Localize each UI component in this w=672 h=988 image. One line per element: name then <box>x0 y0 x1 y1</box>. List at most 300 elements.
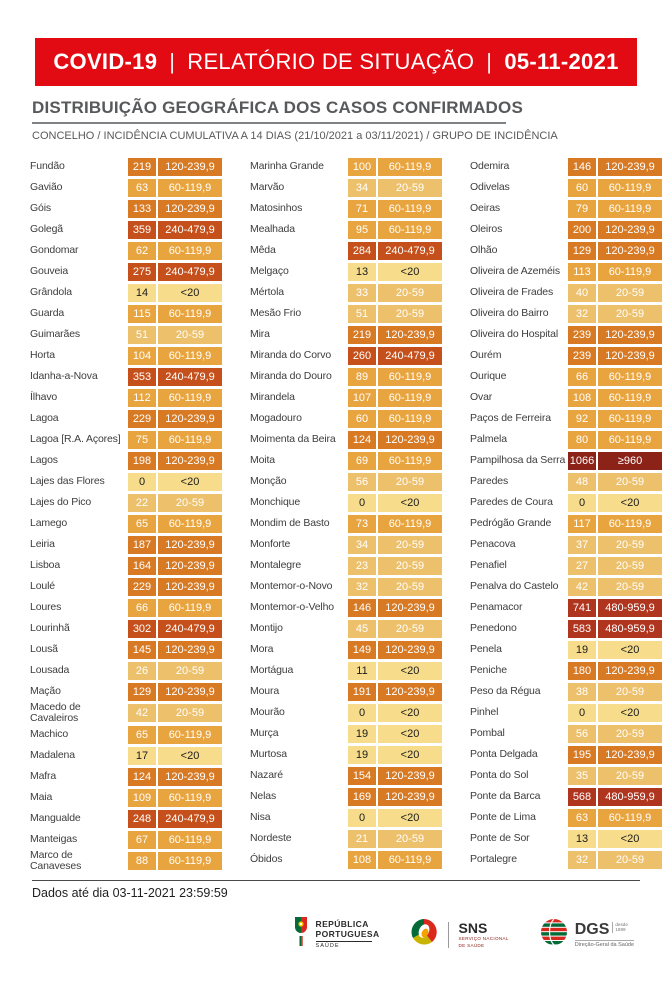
incidence-value-cell: 124 <box>128 768 156 786</box>
sns-acronym: SNS <box>458 919 488 936</box>
incidence-group-cell: 240-479,9 <box>158 810 222 828</box>
incidence-value-cell: 38 <box>568 683 596 701</box>
municipality-row <box>30 177 224 198</box>
incidence-group-cell: 240-479,9 <box>378 347 442 365</box>
incidence-value-cell: 107 <box>348 389 376 407</box>
incidence-value-cell: 48 <box>568 473 596 491</box>
incidence-group-cell: 120-239,9 <box>378 599 442 617</box>
municipality-name: Montemor-o-Novo <box>250 579 333 592</box>
municipality-row <box>30 850 224 872</box>
municipality-name: Lajes do Pico <box>30 495 92 508</box>
municipality-row <box>250 576 444 597</box>
municipality-row <box>30 387 224 408</box>
incidence-value-cell: 187 <box>128 536 156 554</box>
municipality-name: Mafra <box>30 770 57 783</box>
incidence-value-cell: 73 <box>348 515 376 533</box>
incidence-group-cell: 60-119,9 <box>158 599 222 617</box>
incidence-group-cell: <20 <box>378 704 442 722</box>
incidence-group-cell: 60-119,9 <box>158 242 222 260</box>
municipality-name: Matosinhos <box>250 201 303 214</box>
municipality-row <box>470 828 664 849</box>
municipality-row <box>250 765 444 786</box>
municipality-row <box>30 787 224 808</box>
incidence-value-cell: 219 <box>348 326 376 344</box>
incidence-group-cell: 120-239,9 <box>158 557 222 575</box>
incidence-value-cell: 19 <box>568 641 596 659</box>
municipality-row <box>250 555 444 576</box>
republica-portuguesa-logo <box>292 916 380 953</box>
municipality-name: Lagoa <box>30 411 59 424</box>
incidence-group-cell: 60-119,9 <box>378 158 442 176</box>
municipality-row <box>470 219 664 240</box>
incidence-group-cell: 120-239,9 <box>158 578 222 596</box>
municipality-name: Pedrógão Grande <box>470 516 552 529</box>
incidence-group-cell: 60-119,9 <box>158 179 222 197</box>
incidence-group-cell: 20-59 <box>378 305 442 323</box>
incidence-group-cell: 120-239,9 <box>598 347 662 365</box>
incidence-group-cell: 60-119,9 <box>598 410 662 428</box>
incidence-value-cell: 1066 <box>568 452 596 470</box>
municipality-row <box>470 807 664 828</box>
municipality-name: Odemira <box>470 159 510 172</box>
municipality-row <box>470 345 664 366</box>
incidence-value-cell: 219 <box>128 158 156 176</box>
municipality-row <box>30 597 224 618</box>
municipality-row <box>470 324 664 345</box>
municipality-name: Pampilhosa da Serra <box>470 453 566 466</box>
incidence-value-cell: 129 <box>568 242 596 260</box>
municipality-name: Horta <box>30 348 55 361</box>
incidence-value-cell: 34 <box>348 536 376 554</box>
incidence-group-cell: 120-239,9 <box>158 158 222 176</box>
incidence-value-cell: 34 <box>348 179 376 197</box>
incidence-value-cell: 13 <box>568 830 596 848</box>
incidence-value-cell: 80 <box>568 431 596 449</box>
municipality-row <box>30 808 224 829</box>
incidence-value-cell: 23 <box>348 557 376 575</box>
municipality-name: Pinhel <box>470 705 499 718</box>
incidence-value-cell: 108 <box>348 851 376 869</box>
incidence-group-cell: 20-59 <box>598 305 662 323</box>
incidence-group-cell: 480-959,9 <box>598 788 662 806</box>
municipality-name: Nisa <box>250 810 271 823</box>
municipality-name: Paços de Ferreira <box>470 411 551 424</box>
incidence-group-cell: 20-59 <box>378 830 442 848</box>
municipality-row <box>30 471 224 492</box>
municipality-row <box>470 597 664 618</box>
municipality-name: Ourique <box>470 369 507 382</box>
incidence-value-cell: 17 <box>128 747 156 765</box>
incidence-value-cell: 19 <box>348 746 376 764</box>
incidence-value-cell: 65 <box>128 726 156 744</box>
incidence-value-cell: 63 <box>568 809 596 827</box>
municipality-name: Grândola <box>30 285 72 298</box>
incidence-group-cell: 60-119,9 <box>158 305 222 323</box>
municipality-name: Mourão <box>250 705 285 718</box>
municipality-name: Ovar <box>470 390 493 403</box>
incidence-group-cell: 120-239,9 <box>598 746 662 764</box>
municipality-row <box>250 219 444 240</box>
incidence-group-cell: 120-239,9 <box>598 158 662 176</box>
incidence-group-cell: 60-119,9 <box>158 389 222 407</box>
incidence-group-cell: 20-59 <box>378 536 442 554</box>
municipality-row <box>30 303 224 324</box>
incidence-value-cell: 71 <box>348 200 376 218</box>
incidence-group-cell: 20-59 <box>598 536 662 554</box>
incidence-value-cell: 32 <box>348 578 376 596</box>
incidence-value-cell: 88 <box>128 852 156 870</box>
municipality-row <box>470 198 664 219</box>
incidence-group-cell: <20 <box>158 284 222 302</box>
incidence-value-cell: 275 <box>128 263 156 281</box>
municipality-row <box>30 660 224 681</box>
incidence-group-cell: 120-239,9 <box>158 200 222 218</box>
municipality-row <box>250 387 444 408</box>
dgs-subtitle: Direção-Geral da Saúde <box>574 941 634 948</box>
incidence-group-cell: 120-239,9 <box>158 536 222 554</box>
municipality-name: Penacova <box>470 537 516 550</box>
municipality-row <box>470 576 664 597</box>
municipality-name: Mêda <box>250 243 276 256</box>
incidence-group-cell: <20 <box>378 662 442 680</box>
table-column-2 <box>250 156 444 872</box>
incidence-group-cell: 60-119,9 <box>378 200 442 218</box>
incidence-group-cell: 60-119,9 <box>158 789 222 807</box>
municipality-row <box>250 534 444 555</box>
municipality-name: Góis <box>30 201 51 214</box>
municipality-row <box>250 450 444 471</box>
incidence-group-cell: 20-59 <box>598 473 662 491</box>
municipality-name: Penamacor <box>470 600 523 613</box>
republica-label-line1: REPÚBLICA <box>315 918 369 929</box>
portugal-shield-icon <box>292 916 310 953</box>
municipality-name: Machico <box>30 728 69 741</box>
municipality-name: Melgaço <box>250 264 289 277</box>
municipality-row <box>250 345 444 366</box>
municipality-row <box>470 786 664 807</box>
municipality-row <box>250 618 444 639</box>
incidence-value-cell: 0 <box>348 494 376 512</box>
sns-divider <box>448 922 449 948</box>
incidence-group-cell: 60-119,9 <box>158 831 222 849</box>
municipality-row <box>30 198 224 219</box>
incidence-group-cell: <20 <box>378 809 442 827</box>
municipality-row <box>470 303 664 324</box>
municipality-name: Ourém <box>470 348 502 361</box>
incidence-group-cell: 20-59 <box>378 578 442 596</box>
municipality-name: Mondim de Basto <box>250 516 330 529</box>
municipality-name: Moura <box>250 684 280 697</box>
municipality-name: Guimarães <box>30 327 81 340</box>
incidence-value-cell: 146 <box>348 599 376 617</box>
municipality-row <box>470 639 664 660</box>
incidence-value-cell: 108 <box>568 389 596 407</box>
incidence-value-cell: 67 <box>128 831 156 849</box>
municipality-row <box>470 513 664 534</box>
incidence-value-cell: 191 <box>348 683 376 701</box>
incidence-group-cell: 60-119,9 <box>158 515 222 533</box>
municipality-name: Ponte de Lima <box>470 810 536 823</box>
municipality-row <box>470 156 664 177</box>
municipality-row <box>30 639 224 660</box>
republica-label-line2: PORTUGUESA <box>315 928 380 939</box>
municipality-row <box>30 282 224 303</box>
incidence-value-cell: 32 <box>568 305 596 323</box>
municipality-name: Golegã <box>30 222 63 235</box>
incidence-value-cell: 302 <box>128 620 156 638</box>
incidence-group-cell: 480-959,9 <box>598 620 662 638</box>
municipality-name: Ílhavo <box>30 390 58 403</box>
municipality-name: Penela <box>470 642 502 655</box>
municipality-row <box>470 618 664 639</box>
municipality-name: Moita <box>250 453 275 466</box>
municipality-name: Miranda do Douro <box>250 369 332 382</box>
incidence-value-cell: 104 <box>128 347 156 365</box>
sns-subtitle-line2: DE SAÚDE <box>458 942 485 948</box>
incidence-value-cell: 229 <box>128 578 156 596</box>
municipality-row <box>470 702 664 723</box>
municipality-name: Olhão <box>470 243 498 256</box>
incidence-group-cell: 20-59 <box>598 578 662 596</box>
incidence-value-cell: 239 <box>568 347 596 365</box>
municipality-name: Lousã <box>30 642 58 655</box>
incidence-value-cell: 359 <box>128 221 156 239</box>
incidence-value-cell: 19 <box>348 725 376 743</box>
dgs-since-label <box>612 922 628 933</box>
incidence-group-cell: 20-59 <box>598 851 662 869</box>
municipality-row <box>470 429 664 450</box>
municipality-row <box>250 807 444 828</box>
incidence-group-cell: 480-959,9 <box>598 599 662 617</box>
incidence-value-cell: 239 <box>568 326 596 344</box>
incidence-group-cell: <20 <box>598 830 662 848</box>
municipality-name: Oliveira de Azeméis <box>470 264 560 277</box>
municipality-name: Mogadouro <box>250 411 302 424</box>
incidence-group-cell: 120-239,9 <box>158 452 222 470</box>
municipality-name: Ponta Delgada <box>470 747 538 760</box>
municipality-row <box>30 618 224 639</box>
municipality-row <box>470 660 664 681</box>
incidence-value-cell: 37 <box>568 536 596 554</box>
incidence-value-cell: 113 <box>568 263 596 281</box>
municipality-row <box>30 576 224 597</box>
incidence-value-cell: 741 <box>568 599 596 617</box>
incidence-value-cell: 75 <box>128 431 156 449</box>
incidence-group-cell: 20-59 <box>378 473 442 491</box>
incidence-group-cell: 60-119,9 <box>378 452 442 470</box>
municipality-name: Mangualde <box>30 812 81 825</box>
incidence-group-cell: 120-239,9 <box>158 641 222 659</box>
incidence-value-cell: 66 <box>568 368 596 386</box>
municipality-name: Guarda <box>30 306 65 319</box>
municipality-row <box>470 240 664 261</box>
municipality-name: Oleiros <box>470 222 503 235</box>
sns-subtitle-line1: SERVIÇO NACIONAL <box>458 935 509 941</box>
incidence-group-cell: 120-239,9 <box>598 242 662 260</box>
municipality-row <box>250 366 444 387</box>
municipality-row <box>30 745 224 766</box>
incidence-group-cell: 20-59 <box>598 557 662 575</box>
incidence-value-cell: 92 <box>568 410 596 428</box>
municipality-row <box>470 492 664 513</box>
municipality-name: Moimenta da Beira <box>250 432 336 445</box>
incidence-value-cell: 568 <box>568 788 596 806</box>
incidence-group-cell: 120-239,9 <box>158 768 222 786</box>
municipality-name: Oliveira de Frades <box>470 285 554 298</box>
municipality-name: Montemor-o-Velho <box>250 600 334 613</box>
municipality-row <box>30 534 224 555</box>
incidence-value-cell: 169 <box>348 788 376 806</box>
incidence-value-cell: 112 <box>128 389 156 407</box>
incidence-group-cell: 20-59 <box>158 494 222 512</box>
municipality-row <box>470 555 664 576</box>
incidence-group-cell: 120-239,9 <box>158 683 222 701</box>
municipality-row <box>250 471 444 492</box>
incidence-group-cell: <20 <box>378 263 442 281</box>
incidence-value-cell: 0 <box>348 704 376 722</box>
municipality-name: Penalva do Castelo <box>470 579 559 592</box>
municipality-name: Leiria <box>30 537 55 550</box>
incidence-value-cell: 133 <box>128 200 156 218</box>
incidence-group-cell: 20-59 <box>158 662 222 680</box>
incidence-value-cell: 26 <box>128 662 156 680</box>
incidence-value-cell: 45 <box>348 620 376 638</box>
incidence-value-cell: 60 <box>568 179 596 197</box>
municipality-row <box>250 177 444 198</box>
incidence-value-cell: 180 <box>568 662 596 680</box>
municipality-row <box>30 702 224 724</box>
report-banner <box>35 38 637 86</box>
incidence-value-cell: 33 <box>348 284 376 302</box>
incidence-value-cell: 0 <box>128 473 156 491</box>
municipality-row <box>470 450 664 471</box>
municipality-row <box>470 408 664 429</box>
incidence-value-cell: 65 <box>128 515 156 533</box>
incidence-value-cell: 35 <box>568 767 596 785</box>
municipality-name: Óbidos <box>250 852 283 865</box>
incidence-group-cell: 120-239,9 <box>598 662 662 680</box>
incidence-value-cell: 13 <box>348 263 376 281</box>
incidence-group-cell: 120-239,9 <box>378 767 442 785</box>
municipality-row <box>470 849 664 870</box>
incidence-group-cell: 60-119,9 <box>378 368 442 386</box>
incidence-group-cell: 60-119,9 <box>598 809 662 827</box>
incidence-value-cell: 89 <box>348 368 376 386</box>
municipality-row <box>30 492 224 513</box>
incidence-group-cell: <20 <box>378 746 442 764</box>
incidence-value-cell: 124 <box>348 431 376 449</box>
incidence-value-cell: 22 <box>128 494 156 512</box>
dgs-acronym: DGS <box>574 920 610 938</box>
municipality-row <box>250 849 444 870</box>
incidence-group-cell: 20-59 <box>378 179 442 197</box>
municipality-name: Nelas <box>250 789 277 802</box>
municipality-name: Fundão <box>30 159 65 172</box>
municipality-name: Gondomar <box>30 243 79 256</box>
municipality-name: Marvão <box>250 180 285 193</box>
incidence-group-cell: <20 <box>378 494 442 512</box>
municipality-row <box>250 156 444 177</box>
municipality-row <box>470 471 664 492</box>
municipality-name: Montijo <box>250 621 283 634</box>
municipality-row <box>30 408 224 429</box>
incidence-value-cell: 100 <box>348 158 376 176</box>
incidence-value-cell: 63 <box>128 179 156 197</box>
incidence-group-cell: 120-239,9 <box>378 641 442 659</box>
title-underline <box>32 122 506 124</box>
municipality-name: Montalegre <box>250 558 302 571</box>
municipality-row <box>30 156 224 177</box>
incidence-group-cell: 60-119,9 <box>158 852 222 870</box>
municipality-row <box>250 597 444 618</box>
banner-product-label: COVID-19 <box>53 49 158 74</box>
municipality-row <box>470 534 664 555</box>
municipality-name: Marco de Canaveses <box>30 849 82 873</box>
incidence-group-cell: 20-59 <box>158 326 222 344</box>
municipality-row <box>250 639 444 660</box>
sns-logo <box>410 918 509 951</box>
municipality-name: Paredes de Coura <box>470 495 553 508</box>
municipality-name: Miranda do Corvo <box>250 348 332 361</box>
municipality-row <box>250 702 444 723</box>
incidence-value-cell: 154 <box>348 767 376 785</box>
incidence-value-cell: 62 <box>128 242 156 260</box>
municipality-row <box>250 723 444 744</box>
municipality-name: Loures <box>30 600 62 613</box>
incidence-group-cell: 120-239,9 <box>378 431 442 449</box>
incidence-group-cell: 60-119,9 <box>598 368 662 386</box>
incidence-value-cell: 56 <box>348 473 376 491</box>
municipality-name: Marinha Grande <box>250 159 324 172</box>
municipality-row <box>250 261 444 282</box>
municipality-row <box>250 492 444 513</box>
municipality-name: Lagoa [R.A. Açores] <box>30 432 121 445</box>
municipality-row <box>30 240 224 261</box>
municipality-row <box>250 660 444 681</box>
municipality-row <box>250 828 444 849</box>
municipality-name: Oliveira do Hospital <box>470 327 559 340</box>
incidence-group-cell: 240-479,9 <box>158 620 222 638</box>
municipality-name: Lamego <box>30 516 68 529</box>
municipality-row <box>250 408 444 429</box>
municipality-row <box>250 198 444 219</box>
municipality-name: Manteigas <box>30 833 78 846</box>
incidence-value-cell: 200 <box>568 221 596 239</box>
incidence-group-cell: 120-239,9 <box>598 221 662 239</box>
incidence-group-cell: 60-119,9 <box>378 515 442 533</box>
incidence-value-cell: 145 <box>128 641 156 659</box>
page-subtitle: CONCELHO / INCIDÊNCIA CUMULATIVA A 14 DIAS (21/10/2021 a 03/11/2021) / GRUPO DE INCIDÊNCIA <box>32 130 558 142</box>
incidence-value-cell: 14 <box>128 284 156 302</box>
municipality-row <box>470 387 664 408</box>
municipality-name: Penafiel <box>470 558 507 571</box>
municipality-name: Peniche <box>470 663 507 676</box>
data-cutoff-note: Dados até dia 03-11-2021 23:59:59 <box>32 886 228 901</box>
incidence-group-cell: 240-479,9 <box>158 368 222 386</box>
municipality-name: Palmela <box>470 432 507 445</box>
municipality-name: Portalegre <box>470 852 517 865</box>
municipality-name: Oliveira do Bairro <box>470 306 549 319</box>
municipality-name: Mação <box>30 684 61 697</box>
incidence-value-cell: 79 <box>568 200 596 218</box>
banner-date: 05-11-2021 <box>504 49 619 74</box>
incidence-table <box>30 156 672 872</box>
municipality-row <box>250 282 444 303</box>
incidence-group-cell: 60-119,9 <box>598 431 662 449</box>
municipality-row <box>30 681 224 702</box>
incidence-group-cell: 240-479,9 <box>378 242 442 260</box>
municipality-row <box>250 324 444 345</box>
